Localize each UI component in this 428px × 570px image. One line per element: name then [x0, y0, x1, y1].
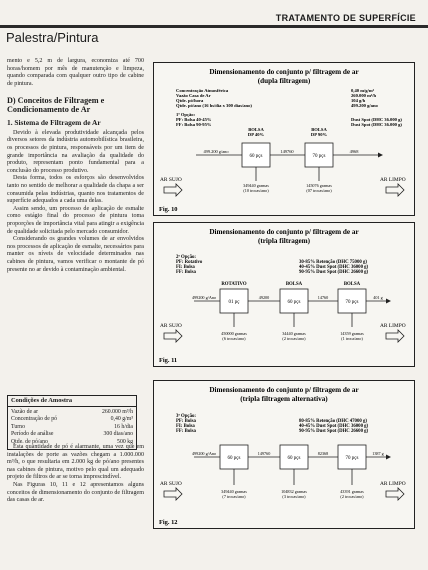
flow-value: 49200	[258, 295, 270, 300]
efficiency: 90-95% Dust Spot (DHC 26600 g)	[299, 429, 369, 434]
section-heading-d: D) Conceitos de Filtragem e Condicionamento de Ar	[7, 96, 105, 115]
retained-mass: 145076 gramas	[306, 183, 332, 188]
retained-mass: 450000 gramas	[221, 331, 247, 336]
efficiency: 30-85% Retenção (DHC 75000 g)	[299, 260, 367, 265]
filter-spec: FF: Bolsa	[176, 270, 196, 275]
retained-changes: (2 trocas/ano)	[340, 494, 364, 499]
header-category: Palestra/Pintura	[6, 30, 99, 45]
row-label: Vazão de ar	[11, 408, 39, 415]
flow-value: 4968	[349, 149, 359, 154]
figure-subtitle: (dupla filtragem)	[257, 77, 311, 85]
clean-air-arrow-icon	[386, 184, 404, 196]
dust-spot: Dust Spot (DHC 36.000 g)	[351, 117, 402, 122]
flow-arrow-icon	[386, 299, 391, 304]
data-value: 0,40 m/g/m³	[351, 88, 375, 93]
data-label: Concentração Atmosférica	[176, 88, 229, 93]
stage-label: BOLSA	[248, 127, 264, 132]
retained-mass: 34440 gramas	[282, 331, 306, 336]
section-heading-1: 1. Sistema de Filtragem de Ar	[7, 118, 101, 128]
pieces-count: 70 pçs	[345, 456, 359, 461]
filter-spec: PF: Bolsa 40-45%	[176, 117, 212, 122]
stage-label: BOLSA	[285, 282, 303, 287]
figure-12	[153, 380, 415, 529]
retained-changes: (1 troca/ano)	[341, 336, 363, 341]
pieces-count: 70 pçs	[345, 300, 359, 305]
body-paragraph: Considerando os grandes volumes de ar envolvidos nos processos de aplicação de esmalte, necessários para manter os níveis de velocidade determinados nas cabines de pintura, vamos verificar o montante de pó presente no ar devido à contaminação ambiental.	[7, 236, 144, 273]
dirty-air-label: AR SUJO	[160, 481, 182, 487]
pieces-count: 60 pçs	[287, 456, 301, 461]
efficiency: 90-95% Dust Spot (DHC 26600 g)	[299, 270, 369, 275]
data-value: 260.000 m³/h	[351, 93, 377, 98]
flow-value: 401 g	[373, 295, 383, 300]
efficiency: 40-45% Dust Spot (DHC 36000 g)	[299, 424, 369, 429]
conditions-row	[11, 424, 133, 432]
row-label: Qtde. de pó/ano	[11, 438, 48, 445]
filter-spec: PF: Rotativo	[176, 260, 203, 265]
clean-air-arrow-icon	[386, 488, 404, 500]
retained-changes: (07 trocas/ano)	[306, 188, 332, 193]
figure-caption: Fig. 12	[159, 519, 178, 526]
retained-changes: (6 trocas/ano)	[222, 336, 246, 341]
figure-10	[153, 62, 415, 216]
dirty-air-arrow-icon	[164, 184, 182, 196]
filter-spec: FI: Bolsa	[176, 265, 195, 270]
row-value: 260.000 m³/h	[101, 408, 133, 415]
retained-changes: (2 trocas/ano)	[282, 336, 306, 341]
data-label: Qtde. pó/hora	[176, 98, 204, 103]
retained-changes: (10 trocas/ano)	[243, 188, 269, 193]
stage-label: DP 40%	[247, 132, 265, 137]
retained-mass: 14359 gramas	[340, 331, 364, 336]
pieces-count: 01 pç	[228, 300, 240, 305]
figure-11	[153, 222, 415, 367]
pieces-count: 60 pçs	[249, 154, 263, 159]
dirty-air-arrow-icon	[164, 330, 182, 342]
row-label: Período de análise	[11, 431, 54, 438]
retained-mass: 349440 gramas	[221, 489, 247, 494]
header-section: TRATAMENTO DE SUPERFÍCIE	[275, 13, 416, 23]
row-value: 0,40 g/m³	[110, 416, 133, 423]
row-value: 300 dias/ano	[103, 431, 133, 438]
stage-label: ROTATIVO	[221, 282, 247, 287]
conditions-row	[11, 416, 133, 424]
stage-label: DP 90%	[310, 132, 328, 137]
row-value: 500 kg	[117, 438, 133, 445]
dirty-air-label: AR SUJO	[160, 177, 182, 183]
conditions-box	[7, 395, 137, 450]
clean-air-arrow-icon	[386, 330, 404, 342]
flow-value: 499200 g/Ano	[191, 295, 217, 300]
intro-paragraph: mento e 5,2 m de largura, economiza até 700 horas/homem por mês de manutenção e limpeza, quando comparada com qualquer outro tipo de cabine de pintura.	[7, 58, 144, 87]
data-value: 104 g/h	[351, 98, 366, 103]
data-value: 499.200 g/ano	[351, 103, 378, 108]
option-label: 1ª Opção:	[176, 112, 196, 117]
efficiency: 80-85% Retenção (DHC 47000 g)	[299, 419, 367, 424]
flow-arrow-icon	[378, 153, 383, 158]
option-label: 2ª Opção:	[176, 255, 196, 260]
filter-spec: FF: Bolsa 90-95%	[176, 122, 212, 127]
conditions-title: Condições de Amostra	[8, 396, 136, 407]
pieces-count: 60 pçs	[287, 300, 301, 305]
row-label: Turno	[11, 423, 25, 430]
row-label: Concentração de pó	[11, 416, 58, 423]
conditions-row	[11, 431, 133, 439]
flow-value: 149760	[280, 149, 294, 154]
body-paragraph: Desta forma, todos os esforços são desenvolvidos tanto no sentido de melhorar a qualidade da chapa a ser consumida pelas indústrias, quanto nos tratamentos de superfície adequados a cada uma delas.	[7, 175, 144, 205]
figure-subtitle: (tripla filtragem alternativa)	[240, 395, 328, 403]
clean-air-label: AR LIMPO	[380, 323, 406, 329]
efficiency: 40-45% Dust Spot (DHC 36000 g)	[299, 265, 369, 270]
flow-value: 499200 g/Ano	[191, 451, 217, 456]
pieces-count: 60 pçs	[227, 456, 241, 461]
dust-spot: Dust Spot (DHC 36.000 g)	[351, 122, 402, 127]
figure-title: Dimensionamento do conjunto p/ filtragem de ar	[209, 68, 359, 76]
retained-mass: 349440 gramas	[243, 183, 269, 188]
flow-value: 14760	[317, 295, 329, 300]
clean-air-label: AR LIMPO	[380, 481, 406, 487]
figure-caption: Fig. 11	[159, 357, 178, 364]
dirty-air-label: AR SUJO	[160, 323, 182, 329]
left-column	[7, 58, 144, 274]
clean-air-label: AR LIMPO	[380, 177, 406, 183]
body-paragraph: Assim sendo, um processo de aplicação de esmalte como estágio final do processo de pintura toma proporções de importância vital para atingir a exigência de qualidade solicitada pelo mercado consumidor.	[7, 205, 144, 235]
filter-spec: PF: Bolsa	[176, 419, 196, 424]
dirty-air-arrow-icon	[164, 488, 182, 500]
figure-title: Dimensionamento do conjunto p/ filtragem de ar	[209, 228, 359, 236]
figure-caption: Fig. 10	[159, 206, 178, 213]
body-paragraph: Esta quantidade de pó é alarmante, uma vez que em instalações de porte as vazões chegam a 1.000.000 m³/h, o que resultaria em 2.000 kg de pó/ano presentes nas cabines de pintura, motivo pelo qual um adequado projeto de filtros de ar se torna imprescindível.	[7, 444, 144, 481]
retained-changes: (7 trocas/ano)	[222, 494, 246, 499]
flow-value: 1387 g	[372, 451, 384, 456]
flow-value: 149760	[257, 451, 271, 456]
conditions-row	[11, 409, 133, 417]
stage-label: BOLSA	[311, 127, 327, 132]
pieces-count: 70 pçs	[312, 154, 326, 159]
figure-title: Dimensionamento do conjunto p/ filtragem de ar	[209, 386, 359, 394]
retained-mass: 104832 gramas	[281, 489, 307, 494]
filter-spec: FF: Bolsa	[176, 429, 196, 434]
row-value: 16 h/dia	[114, 423, 133, 430]
flow-value: 499.200 g/ano	[203, 149, 229, 154]
flow-arrow-icon	[386, 455, 391, 460]
body-paragraph: Nas Figuras 10, 11 e 12 apresentamos alguns conceitos de dimensionamento do conjunto de filtragem das casas de ar.	[7, 481, 144, 504]
flow-value: 82368	[317, 451, 329, 456]
retained-mass: 43391 gramas	[340, 489, 364, 494]
stage-label: BOLSA	[343, 282, 361, 287]
retained-changes: (3 trocas/ano)	[282, 494, 306, 499]
left-column-bottom	[7, 444, 144, 505]
option-label: 3ª Opção:	[176, 414, 196, 419]
header-rule	[0, 25, 428, 28]
figure-subtitle: (tripla filtragem)	[257, 237, 311, 245]
data-label: Qtde. pó/ano (16 hs/dia x 300 dias/ano)	[176, 103, 252, 108]
filter-spec: FI: Bolsa	[176, 424, 195, 429]
data-label: Vazão Casa de Ar	[176, 93, 211, 98]
body-paragraph: Devido à elevada produtividade alcançada pelos diversos setores da indústria automobilística brasileira, os processos de pintura, responsáveis por um item de grande importância na avaliação da qualidade do produto, representam ponto fundamental para a conclusão do processo produtivo.	[7, 129, 144, 174]
